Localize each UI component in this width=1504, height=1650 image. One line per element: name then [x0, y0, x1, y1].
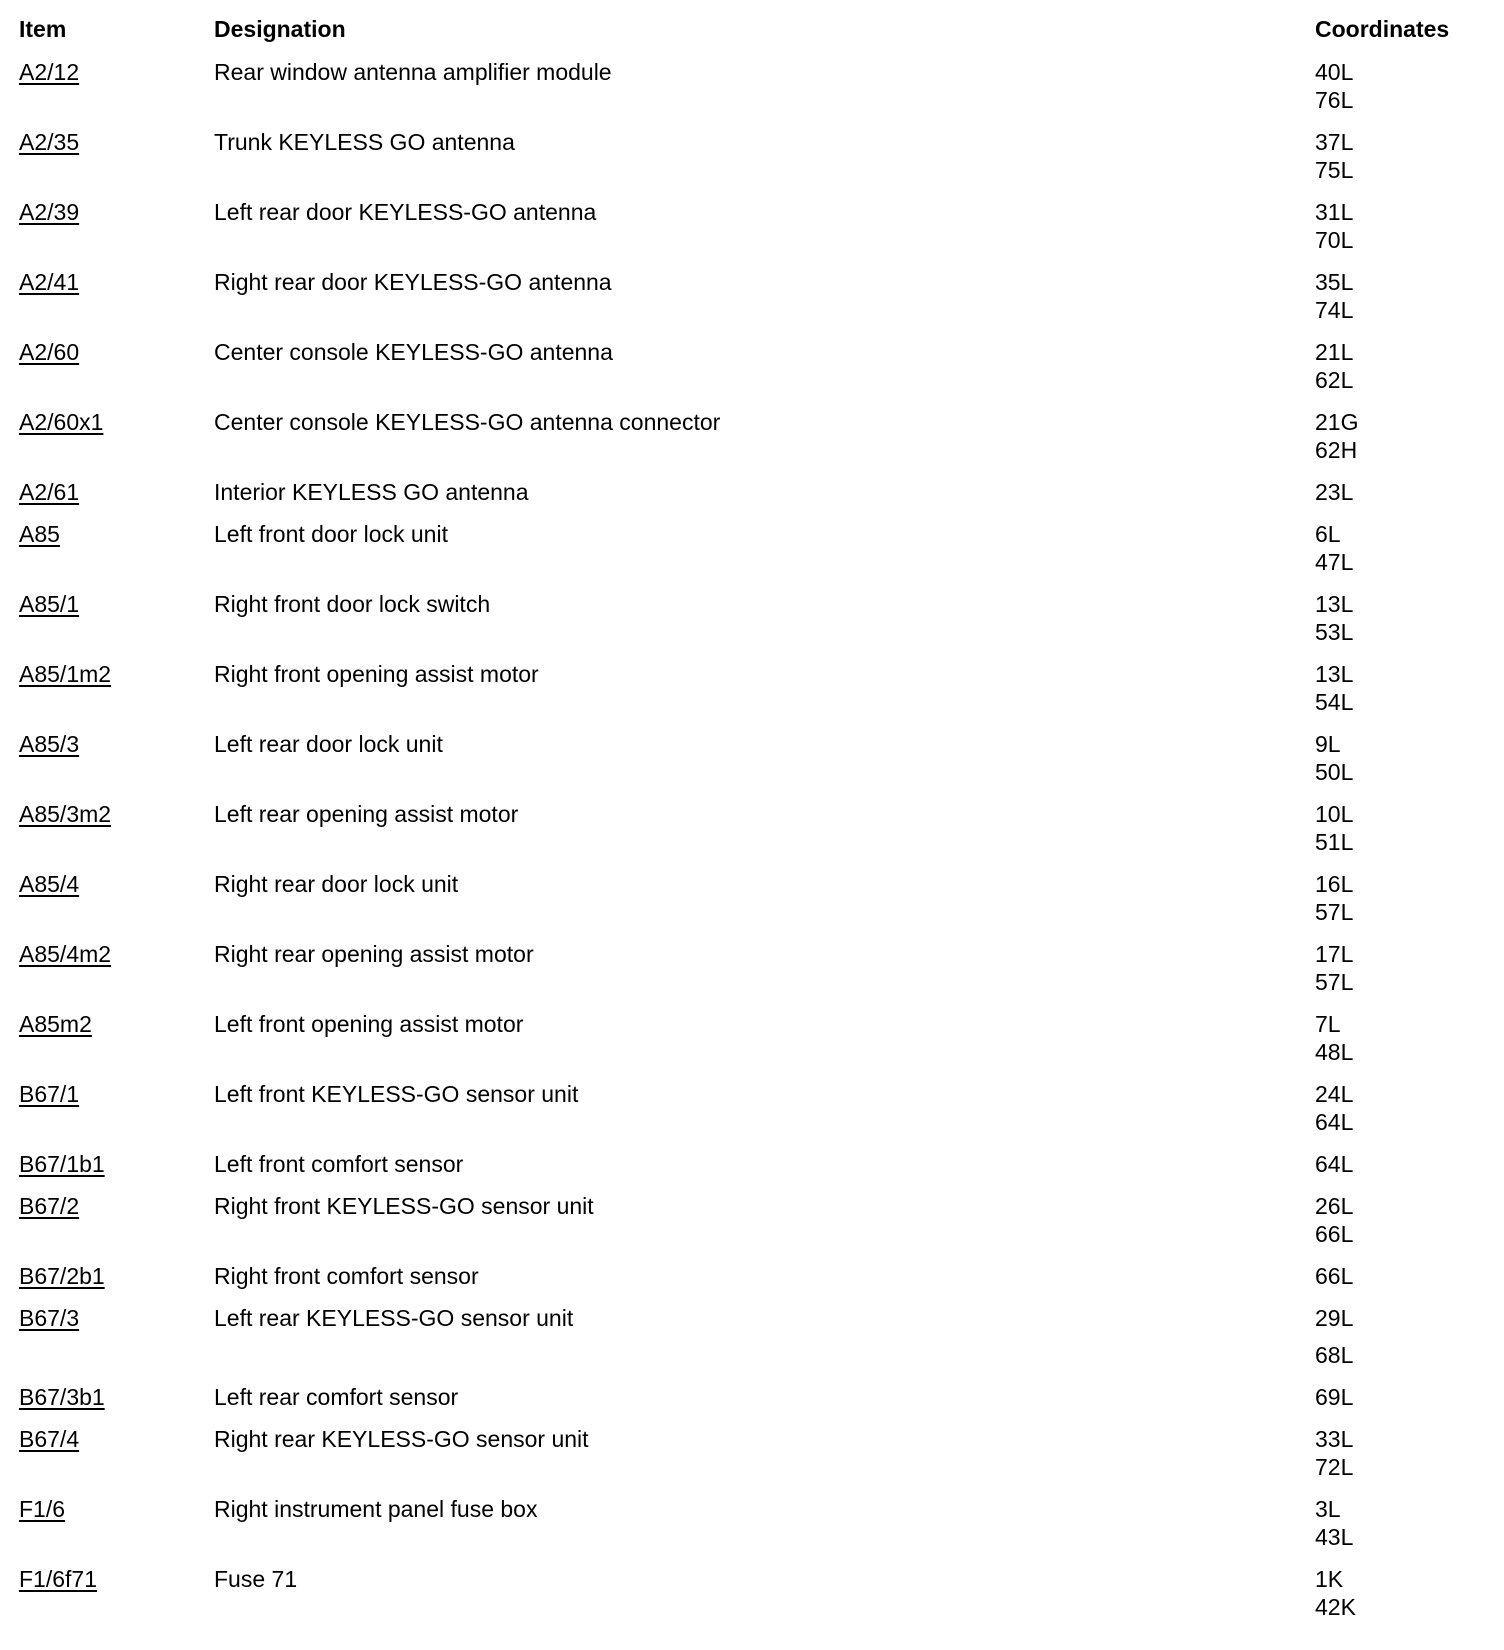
designation-text: Left front door lock unit: [214, 521, 448, 547]
coordinates-cell: [1315, 590, 1353, 646]
designation-text: Right rear door KEYLESS-GO antenna: [214, 269, 612, 295]
item-link[interactable]: B67/1: [19, 1081, 80, 1107]
coordinate-value: 26L: [1315, 1193, 1354, 1219]
component-table: [0, 58, 1504, 1635]
coordinates-cell: [1315, 268, 1353, 324]
item-link[interactable]: A2/12: [19, 59, 80, 85]
table-row: [0, 1150, 1504, 1192]
designation-text: Center console KEYLESS-GO antenna: [214, 339, 613, 365]
coordinates-cell: [1315, 128, 1353, 184]
coordinate-value: 69L: [1315, 1384, 1354, 1410]
coordinates-cell: [1315, 730, 1353, 786]
coordinates-cell: [1315, 1495, 1353, 1551]
coordinates-cell: [1315, 520, 1353, 576]
item-link[interactable]: A85m2: [19, 1011, 92, 1037]
coordinate-value: 21L: [1315, 339, 1354, 365]
item-link[interactable]: A85/3: [19, 731, 80, 757]
designation-text: Center console KEYLESS-GO antenna connector: [214, 409, 721, 435]
table-row: [0, 408, 1504, 478]
designation-text: Left rear KEYLESS-GO sensor unit: [214, 1305, 574, 1331]
coordinates-cell: [1315, 870, 1353, 926]
coordinates-cell: [1315, 58, 1353, 114]
coordinate-value: 13L: [1315, 661, 1354, 687]
item-link[interactable]: B67/4: [19, 1426, 80, 1452]
table-row: [0, 1383, 1504, 1425]
designation-text: Right front door lock switch: [214, 591, 491, 617]
coordinate-value: 72L: [1315, 1454, 1354, 1480]
coordinate-value: 33L: [1315, 1426, 1354, 1452]
coordinate-value: 1K: [1315, 1566, 1344, 1592]
designation-text: Right front opening assist motor: [214, 661, 539, 687]
designation-text: Right rear door lock unit: [214, 871, 459, 897]
coordinate-value: 54L: [1315, 689, 1354, 715]
item-link[interactable]: A2/39: [19, 199, 80, 225]
item-link[interactable]: B67/2b1: [19, 1263, 105, 1289]
item-link[interactable]: A85/3m2: [19, 801, 112, 827]
designation-text: Left front KEYLESS-GO sensor unit: [214, 1081, 579, 1107]
item-link[interactable]: F1/6: [19, 1496, 66, 1522]
coordinates-cell: [1315, 800, 1353, 856]
table-row: [0, 730, 1504, 800]
table-row: [0, 198, 1504, 268]
coordinate-value: 47L: [1315, 549, 1354, 575]
coordinate-value: 62H: [1315, 437, 1358, 463]
table-row: [0, 128, 1504, 198]
coordinates-cell: [1315, 338, 1353, 394]
coordinate-value: 17L: [1315, 941, 1354, 967]
coordinates-cell: [1315, 1010, 1353, 1066]
item-link[interactable]: B67/2: [19, 1193, 80, 1219]
coordinate-value: 48L: [1315, 1039, 1354, 1065]
coordinate-value: 68L: [1315, 1342, 1354, 1368]
table-row: [0, 940, 1504, 1010]
table-row: [0, 1010, 1504, 1080]
coordinates-cell: [1315, 198, 1353, 254]
item-link[interactable]: A85/1: [19, 591, 80, 617]
table-row: [0, 1425, 1504, 1495]
item-link[interactable]: F1/6f71: [19, 1566, 97, 1592]
coordinate-value: 50L: [1315, 759, 1354, 785]
coordinates-cell: [1315, 940, 1353, 996]
table-row: [0, 1192, 1504, 1262]
table-row: [0, 268, 1504, 338]
coordinate-value: 57L: [1315, 899, 1354, 925]
table-row: [0, 870, 1504, 940]
coordinate-value: 42K: [1315, 1594, 1356, 1620]
coordinate-value: 75L: [1315, 157, 1354, 183]
table-row: [0, 1080, 1504, 1150]
header-coordinates: Coordinates: [1315, 16, 1450, 42]
coordinate-value: 16L: [1315, 871, 1354, 897]
coordinate-value: 24L: [1315, 1081, 1354, 1107]
coordinate-value: 64L: [1315, 1109, 1354, 1135]
item-link[interactable]: B67/3: [19, 1305, 80, 1331]
designation-text: Left rear opening assist motor: [214, 801, 519, 827]
item-link[interactable]: A2/61: [19, 479, 80, 505]
coordinate-value: 7L: [1315, 1011, 1341, 1037]
coordinate-value: 62L: [1315, 367, 1354, 393]
table-row: [0, 338, 1504, 408]
coordinate-value: 23L: [1315, 479, 1354, 505]
item-link[interactable]: A2/41: [19, 269, 80, 295]
item-link[interactable]: A2/35: [19, 129, 80, 155]
item-link[interactable]: A85/1m2: [19, 661, 112, 687]
coordinate-value: 43L: [1315, 1524, 1354, 1550]
coordinate-value: 76L: [1315, 87, 1354, 113]
designation-text: Trunk KEYLESS GO antenna: [214, 129, 515, 155]
coordinate-value: 29L: [1315, 1305, 1354, 1331]
coordinate-value: 6L: [1315, 521, 1341, 547]
table-header: [0, 16, 1504, 48]
coordinate-value: 66L: [1315, 1263, 1354, 1289]
designation-text: Right rear opening assist motor: [214, 941, 534, 967]
coordinates-cell: [1315, 1304, 1353, 1369]
designation-text: Rear window antenna amplifier module: [214, 59, 612, 85]
coordinates-cell: [1315, 1262, 1353, 1290]
coordinates-cell: [1315, 660, 1353, 716]
table-row: [0, 58, 1504, 128]
designation-text: Left rear door KEYLESS-GO antenna: [214, 199, 597, 225]
coordinates-cell: [1315, 1425, 1353, 1481]
coordinate-value: 9L: [1315, 731, 1341, 757]
table-row: [0, 1495, 1504, 1565]
coordinates-cell: [1315, 1150, 1353, 1178]
coordinate-value: 70L: [1315, 227, 1354, 253]
coordinate-value: 10L: [1315, 801, 1354, 827]
designation-text: Left rear comfort sensor: [214, 1384, 459, 1410]
designation-text: Left front comfort sensor: [214, 1151, 464, 1177]
designation-text: Interior KEYLESS GO antenna: [214, 479, 529, 505]
item-link[interactable]: A2/60: [19, 339, 80, 365]
designation-text: Fuse 71: [214, 1566, 298, 1592]
coordinates-cell: [1315, 1565, 1356, 1621]
header-designation: Designation: [214, 16, 346, 42]
designation-text: Left rear door lock unit: [214, 731, 443, 757]
item-link[interactable]: B67/3b1: [19, 1384, 105, 1410]
table-row: [0, 1262, 1504, 1304]
table-row: [0, 478, 1504, 520]
item-link[interactable]: A85/4: [19, 871, 80, 897]
coordinate-value: 3L: [1315, 1496, 1341, 1522]
coordinate-value: 21G: [1315, 409, 1359, 435]
designation-text: Right front comfort sensor: [214, 1263, 479, 1289]
designation-text: Left front opening assist motor: [214, 1011, 524, 1037]
coordinate-value: 35L: [1315, 269, 1354, 295]
item-link[interactable]: A85/4m2: [19, 941, 112, 967]
coordinate-value: 57L: [1315, 969, 1354, 995]
coordinate-value: 37L: [1315, 129, 1354, 155]
table-row: [0, 800, 1504, 870]
coordinate-value: 40L: [1315, 59, 1354, 85]
header-item: Item: [19, 16, 67, 42]
designation-text: Right front KEYLESS-GO sensor unit: [214, 1193, 594, 1219]
item-link[interactable]: A2/60x1: [19, 409, 104, 435]
coordinate-value: 74L: [1315, 297, 1354, 323]
coordinate-value: 64L: [1315, 1151, 1354, 1177]
item-link[interactable]: A85: [19, 521, 60, 547]
item-link[interactable]: B67/1b1: [19, 1151, 105, 1177]
coordinates-cell: [1315, 478, 1353, 506]
coordinates-cell: [1315, 1080, 1353, 1136]
table-row: [0, 1565, 1504, 1635]
coordinate-value: 31L: [1315, 199, 1354, 225]
coordinate-value: 13L: [1315, 591, 1354, 617]
designation-text: Right instrument panel fuse box: [214, 1496, 538, 1522]
coordinates-cell: [1315, 408, 1358, 464]
coordinates-cell: [1315, 1383, 1353, 1411]
table-row: [0, 520, 1504, 590]
designation-text: Right rear KEYLESS-GO sensor unit: [214, 1426, 589, 1452]
table-row: [0, 590, 1504, 660]
coordinate-value: 53L: [1315, 619, 1354, 645]
coordinate-value: 51L: [1315, 829, 1354, 855]
table-row: [0, 1304, 1504, 1383]
table-row: [0, 660, 1504, 730]
coordinates-cell: [1315, 1192, 1353, 1248]
coordinate-value: 66L: [1315, 1221, 1354, 1247]
